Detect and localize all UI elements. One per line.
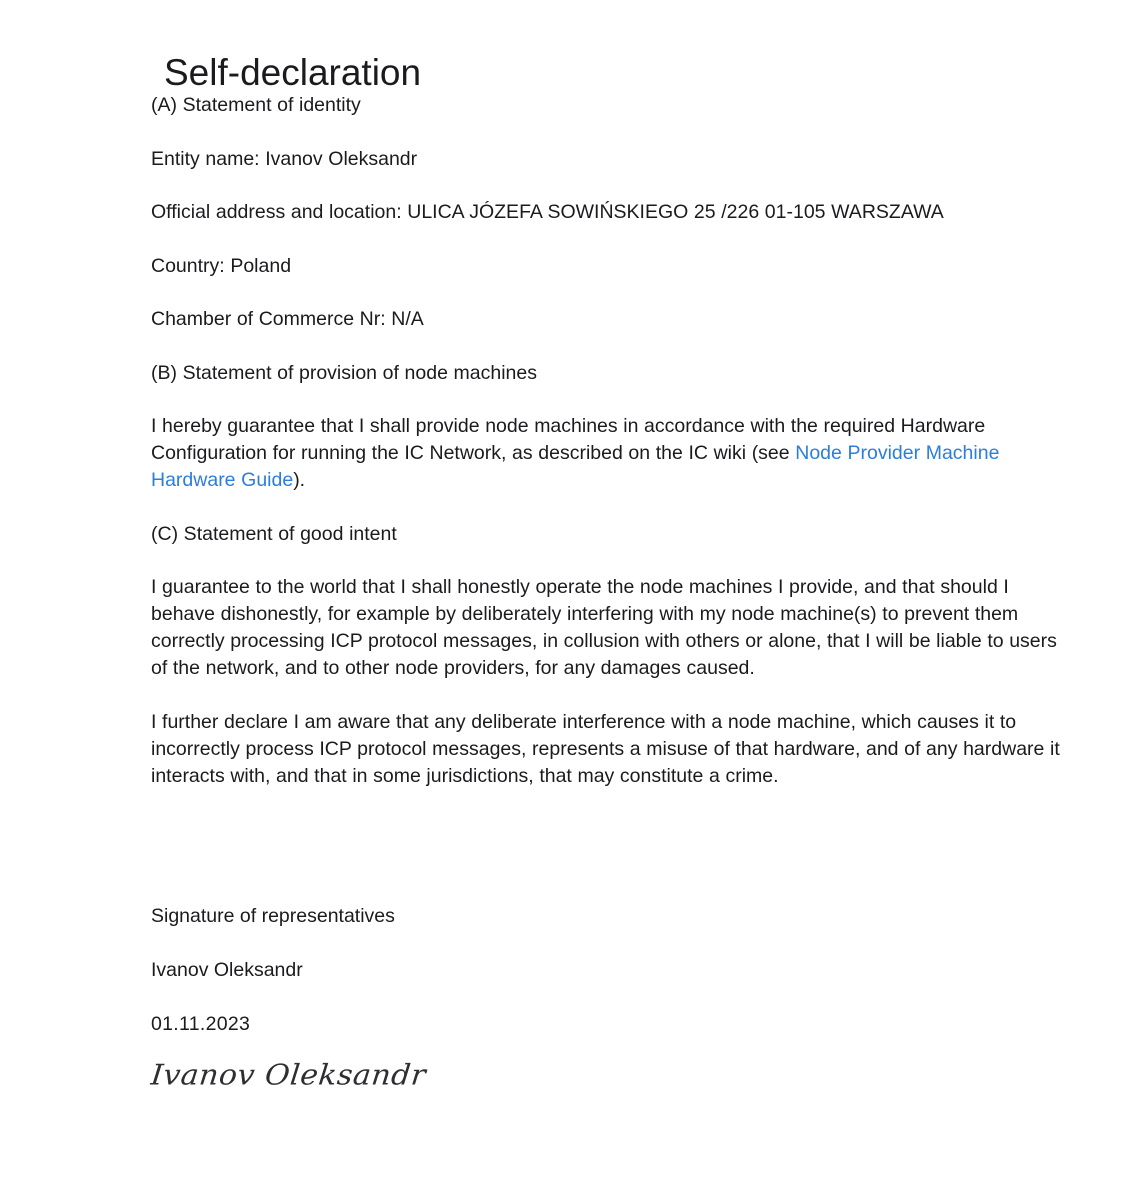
- section-b-text-before-link: I hereby guarantee that I shall provide node machines in accordance with the required Hardware Configuration for running the IC Network, as described on the IC wiki (see: [151, 415, 986, 464]
- signature-heading: Signature of representatives: [151, 905, 395, 927]
- section-c-heading: (C) Statement of good intent: [151, 522, 397, 545]
- section-c-paragraph-2: I further declare I am aware that any deliberate interference with a node machine, which causes it to incorrectly process ICP protocol messages, represents a misuse of that hardware, and of any hardware it interacts with, and that in some jurisdictions, that may constitute a crime.: [151, 710, 1060, 787]
- document-body: [151, 92, 1066, 816]
- chamber-of-commerce-line: Chamber of Commerce Nr: N/A: [151, 308, 424, 330]
- representative-name: Ivanov Oleksandr: [151, 959, 303, 981]
- section-a-heading: (A) Statement of identity: [151, 94, 361, 116]
- section-b-text-after-link: ).: [293, 469, 306, 491]
- signature-date: 01.11.2023: [151, 1013, 251, 1035]
- official-address-line: Official address and location: ULICA JÓZEFA SOWIŃSKIEGO 25 /226 01-105 WARSZAWA: [151, 201, 944, 223]
- country-line: Country: Poland: [151, 254, 292, 277]
- section-b-heading: (B) Statement of provision of node machines: [151, 361, 537, 384]
- page-title: Self-declaration: [164, 51, 422, 93]
- node-provider-hardware-guide-link[interactable]: Node Provider Machine Hardware Guide: [151, 442, 1000, 491]
- handwritten-signature: Ivanov Oleksandr: [149, 1058, 428, 1093]
- signature-block: [151, 903, 851, 1096]
- section-c-paragraph-1: I guarantee to the world that I shall honestly operate the node machines I provide, and that should I behave dishonestly, for example by deliberately interfering with my node machine(s) to prevent them correctly processing ICP protocol messages, in collusion with others or alone, that I will be liable to users of the network, and to other node providers, for any damages caused.: [151, 576, 1057, 679]
- section-b-paragraph: [151, 413, 1066, 494]
- entity-name-line: Entity name: Ivanov Oleksandr: [151, 147, 418, 170]
